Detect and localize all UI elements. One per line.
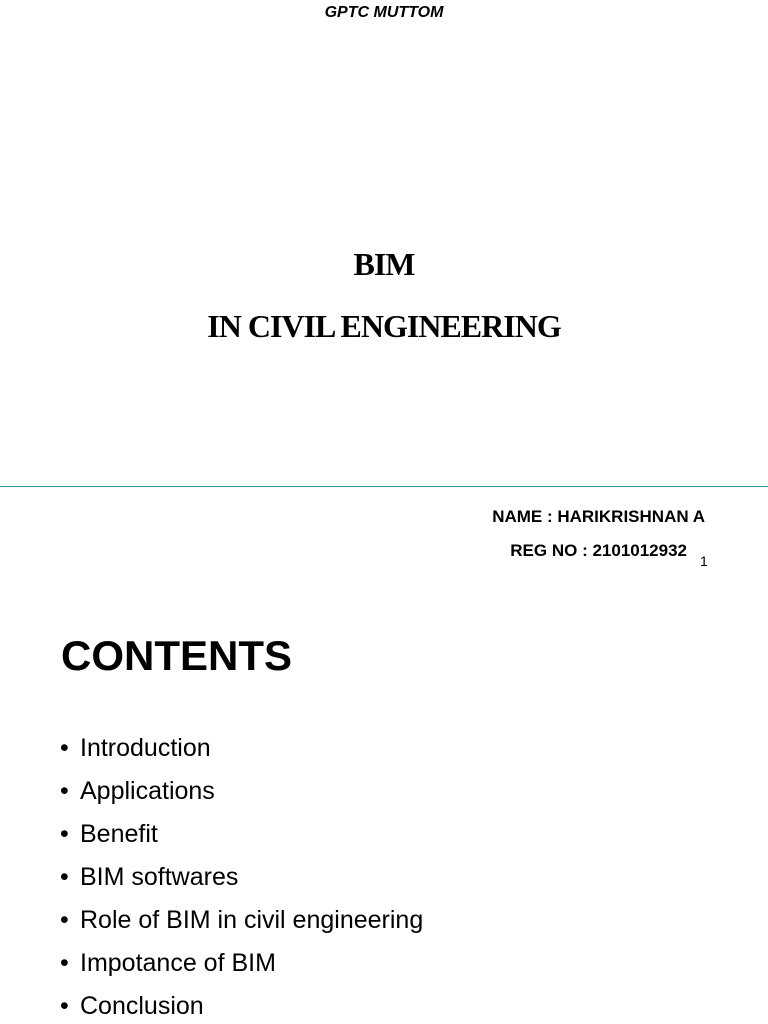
contents-list <box>60 727 423 1024</box>
title-line-2: IN CIVIL ENGINEERING <box>207 308 561 344</box>
list-item-label: Role of BIM in civil engineering <box>80 906 424 934</box>
list-item <box>60 856 423 899</box>
title-line-1: BIM <box>353 246 415 282</box>
list-item-label: Applications <box>80 777 215 805</box>
bullet-icon: • <box>60 863 69 891</box>
list-item <box>60 813 423 856</box>
contents-heading: CONTENTS <box>61 632 292 679</box>
list-item-label: Impotance of BIM <box>80 949 276 977</box>
bullet-icon: • <box>60 820 69 848</box>
list-item <box>60 985 423 1024</box>
list-item <box>60 770 423 813</box>
list-item-label: BIM softwares <box>80 863 239 891</box>
contents-slide <box>0 487 768 1024</box>
bullet-icon: • <box>60 734 69 762</box>
page-number: 1 <box>700 553 708 569</box>
bullet-icon: • <box>60 992 69 1020</box>
bullet-icon: • <box>60 777 69 805</box>
list-item-label: Conclusion <box>80 992 204 1020</box>
list-item <box>60 727 423 770</box>
list-item-label: Benefit <box>80 820 158 848</box>
author-name: NAME : HARIKRISHNAN A <box>492 507 705 526</box>
bullet-icon: • <box>60 906 69 934</box>
list-item-label: Introduction <box>80 734 211 762</box>
list-item <box>60 942 423 985</box>
header-institution: GPTC MUTTOM <box>324 4 444 21</box>
title-slide <box>0 0 768 487</box>
bullet-icon: • <box>60 949 69 977</box>
registration-number: REG NO : 2101012932 <box>510 541 687 560</box>
list-item <box>60 899 423 942</box>
